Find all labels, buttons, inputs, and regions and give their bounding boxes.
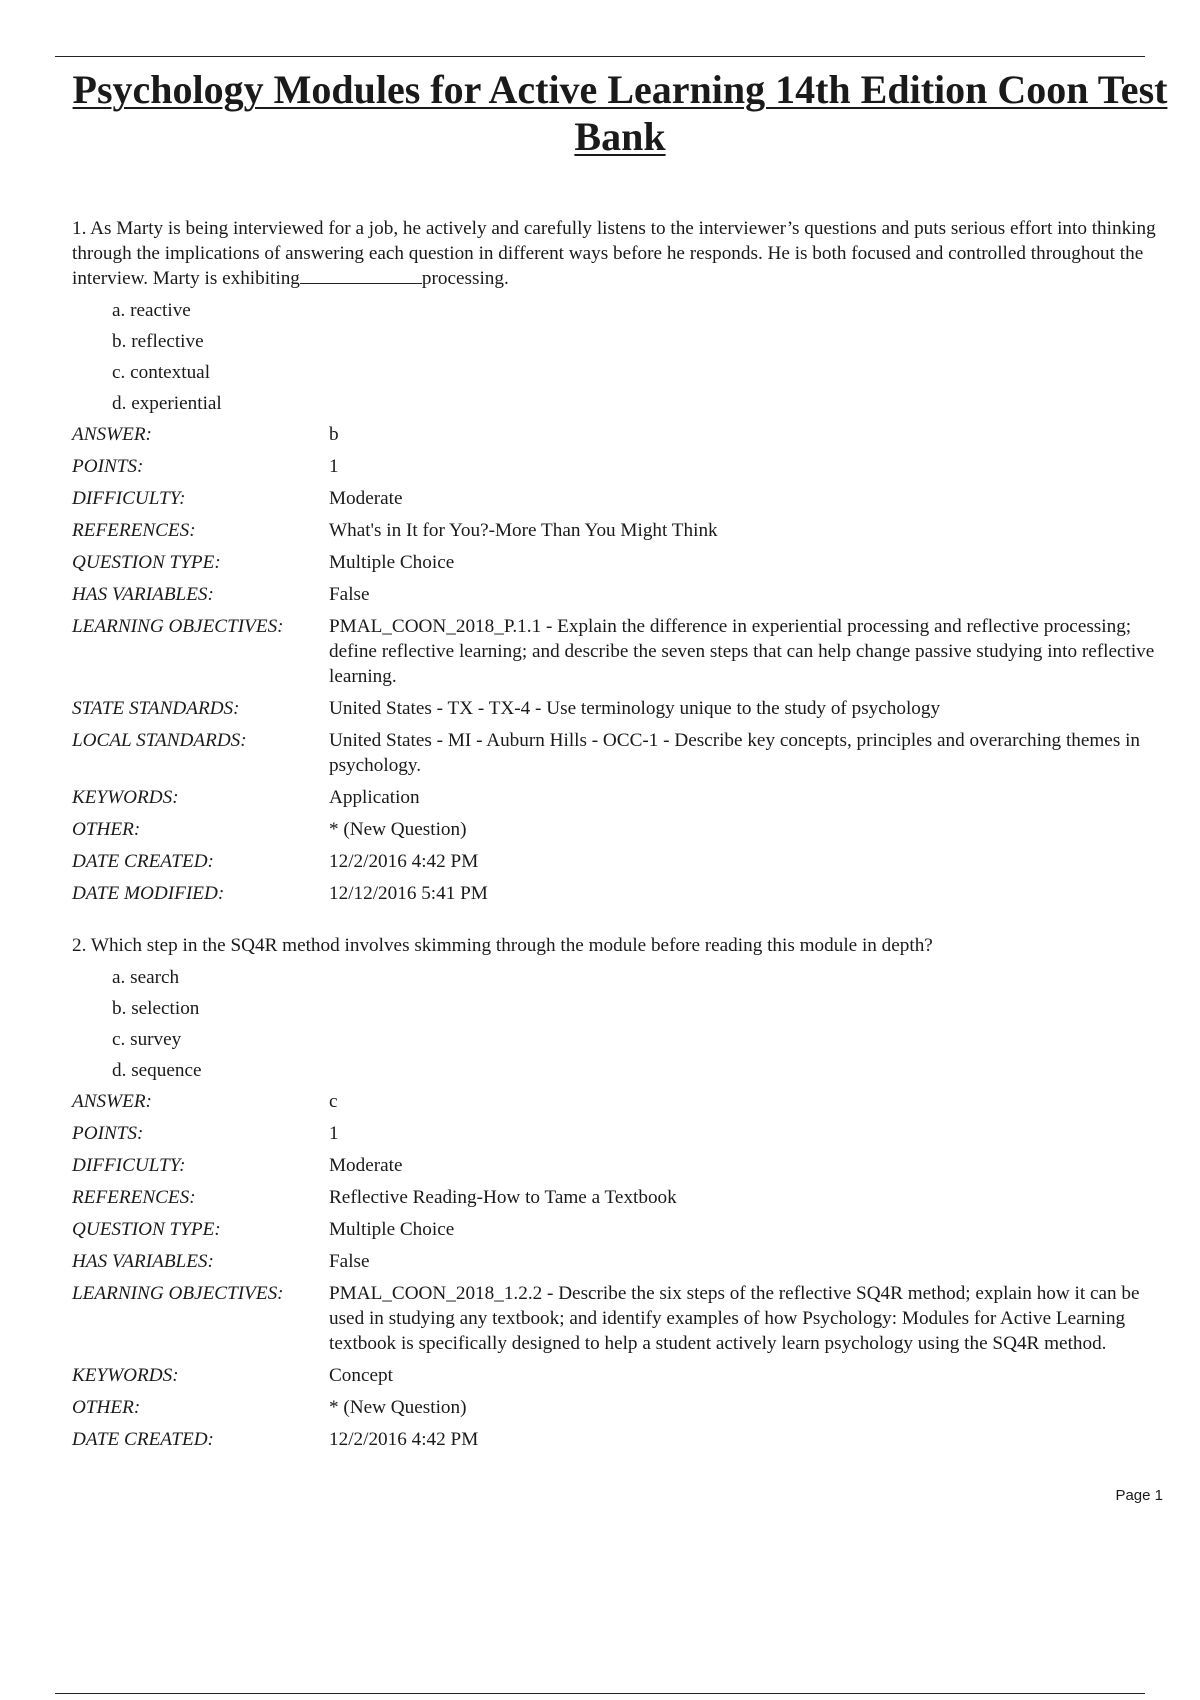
meta-value: Application: [329, 787, 420, 808]
meta-label: HAS VARIABLES:: [72, 584, 214, 605]
meta-label: DATE CREATED:: [72, 851, 214, 872]
meta-row-difficulty: [72, 483, 1167, 515]
question-metadata: [72, 1086, 1167, 1456]
meta-value: 12/2/2016 4:42 PM: [329, 851, 479, 872]
question-stem: 2. Which step in the SQ4R method involves skimming through the module before reading this module in depth?: [72, 935, 933, 956]
meta-label: POINTS:: [72, 456, 144, 477]
meta-row-learning-objectives: [72, 611, 1167, 693]
question-stem-text: 1. As Marty is being interviewed for a job, he actively and carefully listens to the interviewer’s questions and puts serious effort into thinking through the implications of answering each question in different ways before he responds. He is both focused and controlled throughout the interview. Marty is exhibiting: [72, 218, 1156, 289]
meta-label: QUESTION TYPE:: [72, 1219, 221, 1240]
meta-label: ANSWER:: [72, 1091, 152, 1112]
answer-blank: [300, 267, 422, 284]
meta-value: Moderate: [329, 1155, 403, 1176]
option-c: c. survey: [112, 1029, 182, 1050]
meta-value: Multiple Choice: [329, 1219, 455, 1240]
meta-label: OTHER:: [72, 1397, 141, 1418]
option-b: b. selection: [112, 998, 200, 1019]
meta-value: False: [329, 1251, 370, 1272]
meta-row-points: [72, 1118, 1167, 1150]
meta-label: KEYWORDS:: [72, 787, 179, 808]
meta-label: LEARNING OBJECTIVES:: [72, 616, 284, 637]
meta-value: c: [329, 1091, 338, 1112]
question-stem: [72, 216, 1167, 291]
question-2: [72, 933, 1167, 1456]
meta-value: Moderate: [329, 488, 403, 509]
meta-label: KEYWORDS:: [72, 1365, 179, 1386]
meta-row-state-standards: [72, 693, 1167, 725]
meta-value: Reflective Reading-How to Tame a Textbook: [329, 1187, 677, 1208]
meta-value: PMAL_COON_2018_P.1.1 - Explain the difference in experiential processing and reflective processing; define reflective learning; and describe the seven steps that can help change passive studying into reflective learning.: [329, 616, 1155, 687]
meta-row-references: [72, 1182, 1167, 1214]
option-c: c. contextual: [112, 362, 211, 383]
meta-label: REFERENCES:: [72, 1187, 196, 1208]
meta-value: Multiple Choice: [329, 552, 455, 573]
meta-value: 1: [329, 1123, 339, 1144]
top-rule: [55, 56, 1145, 57]
page-title-text: Psychology Modules for Active Learning 14th Edition Coon Test Bank: [72, 67, 1168, 159]
meta-label: POINTS:: [72, 1123, 144, 1144]
meta-value: PMAL_COON_2018_1.2.2 - Describe the six steps of the reflective SQ4R method; explain how it can be used in studying any textbook; and identify examples of how Psychology: Modules for Active Learning textbook is specifically designed to help a student actively learn psychology using the SQ4R method.: [329, 1283, 1140, 1354]
meta-label: HAS VARIABLES:: [72, 1251, 214, 1272]
bottom-rule: [55, 1693, 1145, 1694]
meta-value: 12/12/2016 5:41 PM: [329, 883, 488, 904]
meta-label: DATE MODIFIED:: [72, 883, 225, 904]
meta-value: Concept: [329, 1365, 393, 1386]
meta-label: LOCAL STANDARDS:: [72, 730, 247, 751]
meta-row-date-created: [72, 846, 1167, 878]
meta-label: QUESTION TYPE:: [72, 552, 221, 573]
meta-label: LEARNING OBJECTIVES:: [72, 1283, 284, 1304]
meta-row-question-type: [72, 547, 1167, 579]
meta-value: 12/2/2016 4:42 PM: [329, 1429, 479, 1450]
meta-value: 1: [329, 456, 339, 477]
meta-row-other: [72, 814, 1167, 846]
meta-row-question-type: [72, 1214, 1167, 1246]
meta-row-difficulty: [72, 1150, 1167, 1182]
question-stem-end: processing.: [421, 268, 509, 289]
option-b: b. reflective: [112, 331, 204, 352]
meta-row-has-variables: [72, 1246, 1167, 1278]
meta-row-references: [72, 515, 1167, 547]
question-1: [72, 216, 1167, 910]
meta-value: United States - MI - Auburn Hills - OCC-1 - Describe key concepts, principles and overarching themes in psychology.: [329, 730, 1141, 776]
meta-row-keywords: [72, 1360, 1167, 1392]
meta-value: United States - TX - TX-4 - Use terminology unique to the study of psychology: [329, 698, 941, 719]
meta-row-answer: [72, 419, 1167, 451]
meta-label: ANSWER:: [72, 424, 152, 445]
meta-value: * (New Question): [329, 1397, 467, 1418]
option-a: a. reactive: [112, 300, 191, 321]
meta-value: * (New Question): [329, 819, 467, 840]
answer-options: [112, 962, 1167, 1086]
meta-value: b: [329, 424, 339, 445]
meta-row-keywords: [72, 782, 1167, 814]
option-a: a. search: [112, 967, 180, 988]
meta-row-has-variables: [72, 579, 1167, 611]
meta-row-learning-objectives: [72, 1278, 1167, 1360]
meta-value: What's in It for You?-More Than You Might Think: [329, 520, 718, 541]
meta-row-local-standards: [72, 725, 1167, 782]
meta-row-other: [72, 1392, 1167, 1424]
meta-label: DIFFICULTY:: [72, 488, 186, 509]
meta-row-date-modified: [72, 878, 1167, 910]
meta-label: STATE STANDARDS:: [72, 698, 240, 719]
meta-label: DATE CREATED:: [72, 1429, 214, 1450]
page-title: [60, 66, 1180, 160]
meta-label: OTHER:: [72, 819, 141, 840]
meta-row-points: [72, 451, 1167, 483]
answer-options: [112, 295, 1167, 419]
question-metadata: [72, 419, 1167, 910]
meta-row-date-created: [72, 1424, 1167, 1456]
meta-row-answer: [72, 1086, 1167, 1118]
meta-value: False: [329, 584, 370, 605]
option-d: d. experiential: [112, 393, 222, 414]
meta-label: REFERENCES:: [72, 520, 196, 541]
option-d: d. sequence: [112, 1060, 202, 1081]
meta-label: DIFFICULTY:: [72, 1155, 186, 1176]
page-number: Page 1: [1115, 1487, 1163, 1504]
